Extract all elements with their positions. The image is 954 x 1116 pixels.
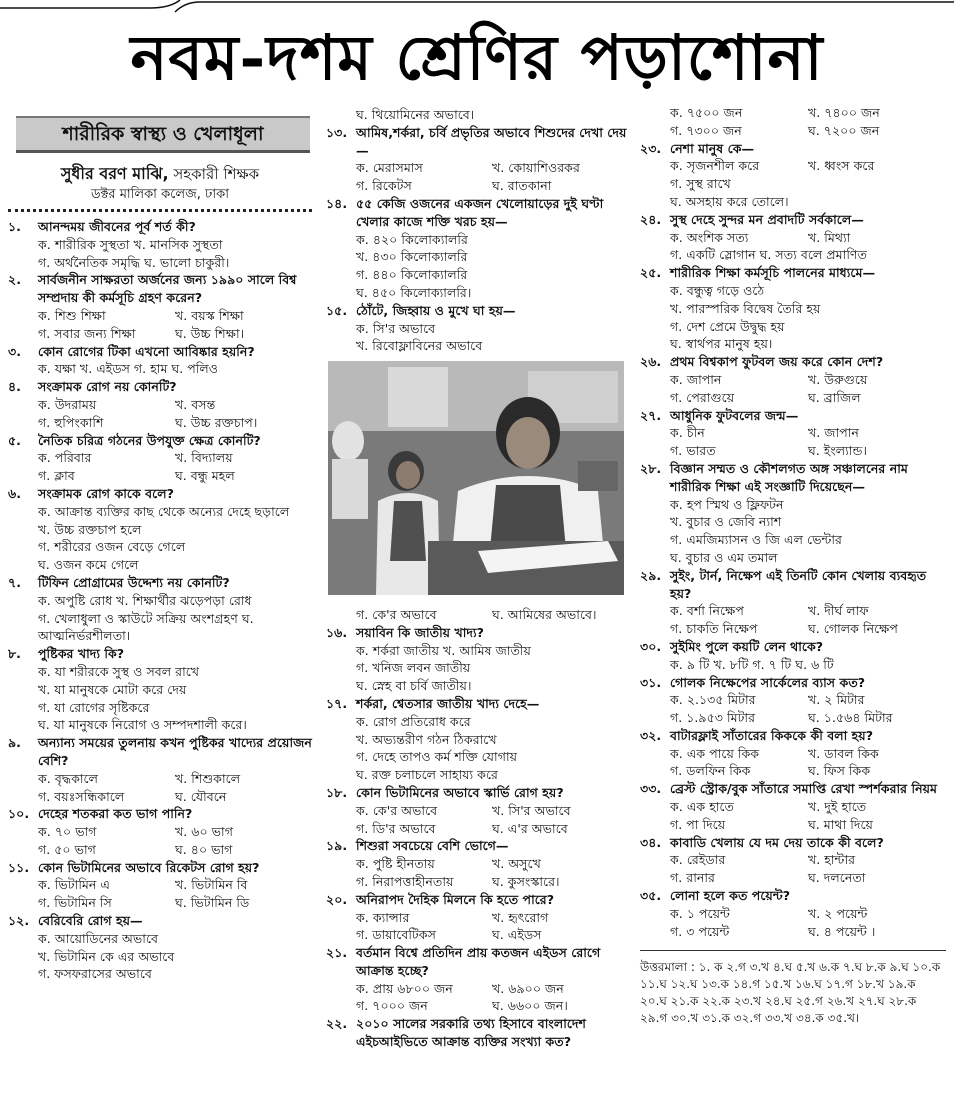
option: ক. রেইডার [670, 852, 726, 868]
option: ক. ৪২০ কিলোক্যালরি [356, 231, 468, 247]
question-11 [8, 859, 312, 912]
question-text: বর্তমান বিশ্বে প্রতিদিন প্রায় কতজন এইডস রোগে আক্রান্ত হচ্ছে? [356, 945, 601, 978]
question-17 [326, 695, 628, 784]
question-29 [640, 567, 946, 638]
option: খ. ৬০ ভাগ [175, 824, 233, 840]
option: ঘ. ৪ পয়েন্ট । [808, 923, 876, 939]
option: ঘ. ৬৬০০ জন। [492, 998, 568, 1014]
option: ঘ. যৌবনে [175, 788, 227, 804]
question-number: ১৫. [326, 302, 348, 318]
option: গ. ভারত [670, 443, 716, 459]
option: গ. ফসফরাসের অভাবে [38, 966, 152, 982]
option: ক. আক্রান্ত ব্যক্তির কাছ থেকে অন্যের দেহে ছড়ালে [38, 503, 290, 519]
option: খ. অভ্যন্তরীণ গঠন ঠিকরাখে [356, 731, 497, 747]
author-college: ডক্টর মালিকা কলেজ, ঢাকা [91, 187, 229, 202]
option: ঘ. মাথা দিয়ে [808, 816, 873, 832]
option: ঘ. ৪০ ভাগ [175, 841, 233, 857]
author-role: সহকারী শিক্ষক [173, 165, 260, 183]
option: গ. ৭০০০ জন [356, 998, 428, 1014]
question-4 [8, 378, 312, 431]
question-number: ৯. [8, 735, 21, 751]
question-number: ৩২. [640, 727, 662, 743]
question-text: ব্রেস্ট স্ট্রোক/বুক সাঁতারে সমাপ্তি রেখা স্পর্শকরার নিয়ম [670, 781, 938, 797]
question-text: লোনা হলে কত পয়েন্ট? [670, 888, 791, 904]
option: ঘ. বুচার ও এম তমাল [670, 549, 778, 565]
option: ক. পুষ্টি হীনতায় [356, 856, 435, 872]
question-number: ১৮. [326, 784, 348, 800]
option: ঘ. স্নেহ বা চর্বি জাতীয়। [356, 678, 472, 694]
option: গ. ডলফিন কিক [670, 763, 751, 779]
question-text: কোন ভিটামিনের অভাবে স্কার্ভি রোগ হয়? [356, 784, 564, 800]
option: ঘ. ফিস কিক [808, 763, 871, 779]
option: খ. ৬৯০০ জন [492, 980, 564, 996]
question-text: সুস্থ দেহে সুন্দর মন প্রবাদটি সর্বকালে— [670, 211, 864, 227]
option: খ. মিথ্যা [808, 229, 851, 245]
option: গ. খনিজ লবন জাতীয় [356, 660, 471, 676]
option: গ. ক্লাব [38, 468, 75, 484]
question-text: কোন ভিটামিনের অভাবে রিকেটস রোগ হয়? [38, 859, 260, 875]
option: খ. বুচার ও জেবি ন্যাশ [670, 514, 782, 530]
question-text: শারীরিক শিক্ষা কর্মসূচি পালনের মাধ্যমে— [670, 265, 876, 281]
question-8 [8, 645, 312, 734]
option: গ. রিকেটস [356, 178, 412, 194]
option: খ. হৃৎরোগ [492, 909, 549, 925]
option: গ. শরীরের ওজন বেড়ে গেলে [38, 539, 186, 555]
question-35 [640, 887, 946, 940]
option: খ. উচ্চ রক্তচাপ হলে [38, 521, 142, 537]
question-text: ২০১০ সালের সরকারি তথ্য হিসাবে বাংলাদেশ এইচআইভিতে আক্রান্ত ব্যক্তির সংখ্যা কত? [356, 1016, 587, 1050]
option: খ. রিবোফ্লাবিনের অভাবে [356, 338, 483, 354]
question-text: অন্যান্য সময়ের তুলনায় কখন পুষ্টিকর খাদ্যের প্রয়োজন বেশি? [38, 735, 312, 768]
option: ঘ. কুসংস্কারে। [492, 873, 560, 889]
question-number: ৩৫. [640, 888, 662, 904]
question-number: ৫. [8, 432, 21, 448]
option: ক. উদরাময় [38, 396, 97, 412]
question-text: টিফিন প্রোগ্রামের উদ্দেশ্য নয় কোনটি? [38, 574, 230, 590]
question-30 [640, 638, 946, 674]
question-text: পুষ্টিকর খাদ্য কি? [38, 646, 125, 662]
option: ঘ. এ'র অভাবে [492, 820, 568, 836]
question-number: ১. [8, 219, 21, 234]
question-number: ১১. [8, 859, 30, 875]
option: ক. যক্ষা খ. এইডস গ. হাম ঘ. পলিও [38, 361, 219, 377]
question-number: ১০. [8, 806, 30, 822]
question-25 [640, 264, 946, 353]
page-headline: নবম-দশম শ্রেণির পড়াশোনা [130, 21, 824, 94]
option: ক. ৯ টি খ. ৮টি গ. ৭ টি ঘ. ৬ টি [670, 656, 834, 672]
question-number: ৮. [8, 646, 21, 662]
option: ঘ. যা মানুষকে নিরোগ ও সম্পদশালী করে। [38, 717, 247, 733]
question-text: সার্বজনীন সাক্ষরতা অর্জনের জন্য ১৯৯০ সালে বিশ্ব সম্প্রদায় কী কর্মসূচি গ্রহণ করেন? [38, 272, 297, 306]
question-2 [8, 271, 312, 342]
question-number: ২৬. [640, 354, 662, 370]
option: গ. রানার [670, 870, 715, 886]
question-27 [640, 407, 946, 460]
question-number: ২৪. [640, 211, 662, 227]
question-number: ২. [8, 272, 21, 288]
question-text: নৈতিক চরিত্র গঠনের উপযুক্ত ক্ষেত্র কোনটি? [38, 432, 261, 448]
option: খ. শিশুকালে [175, 770, 241, 786]
option: ক. রোগ প্রতিরোধ করে [356, 713, 471, 729]
question-number: ২১. [326, 945, 348, 961]
section-title: শারীরিক স্বাস্থ্য ও খেলাধূলা [16, 116, 310, 153]
question-1 [8, 218, 312, 271]
question-text: ঠোঁটে, জিহ্বায় ও মুখে ঘা হয়— [356, 302, 516, 318]
option: খ. বসন্ত [175, 396, 216, 412]
option: গ. ডায়াবেটিকস [356, 927, 436, 943]
question-text: বিজ্ঞান সম্মত ও কৌশলগত অঙ্গ সঞ্চালনের নাম শারীরিক শিক্ষা এই সংজ্ঞাটি দিয়েছেন— [670, 460, 908, 494]
option: ঘ. এইডস [492, 927, 542, 943]
question-28 [640, 460, 946, 567]
option: ঘ. ৪৫০ কিলোক্যালরি। [356, 284, 472, 300]
column-1 [8, 108, 312, 983]
option: ঘ. গোলক নিক্ষেপ [808, 621, 898, 637]
option: খ. পারস্পরিক বিদ্বেষ তৈরি হয় [670, 300, 821, 316]
option: খ. ৭৪০০ জন [808, 105, 880, 120]
column-2 [326, 106, 628, 1051]
option: ক. অংশিক সত্য [670, 229, 749, 245]
question-number: ২৫. [640, 265, 662, 281]
question-text: অনিরাপদ দৈহিক মিলনে কি হতে পারে? [356, 891, 555, 907]
option: খ. বয়স্ক শিক্ষা [175, 307, 244, 323]
question-text: শর্করা, শ্বেতসার জাতীয় খাদ্য দেহে— [356, 695, 540, 711]
question-number: ৩৪. [640, 834, 662, 850]
option: ঘ. রাতকানা [492, 178, 552, 194]
question-text: শিশুরা সবচেয়ে বেশি ভোগে— [356, 838, 509, 854]
question-number: ১২. [8, 913, 30, 929]
option: খ. দীর্ঘ লাফ [808, 603, 869, 619]
option: ঘ. বন্ধু মহল [175, 468, 235, 484]
option: ক. জাপান [670, 371, 722, 387]
question-text: সুইমিং পুলে কয়টি লেন থাকে? [670, 638, 824, 654]
option: ক. ১ পয়েন্ট [670, 905, 730, 921]
option: খ. সি'র অভাবে [492, 802, 571, 818]
option: গ. ডি'র অভাবে [356, 820, 436, 836]
question-number: ৩০. [640, 638, 662, 654]
option: গ. ৫০ ভাগ [38, 841, 96, 857]
option: গ. বয়ঃসন্ধিকালে [38, 788, 125, 804]
option: ক. সি'র অভাবে [356, 320, 436, 336]
option: ক. বন্ধুত্ব গড়ে ওঠে [670, 282, 765, 298]
question-text: নেশা মানুষ কে— [670, 140, 755, 156]
question-text: সয়াবিন কি জাতীয় খাদ্য? [356, 624, 484, 640]
option: ক. এক হাতে [670, 799, 734, 815]
question-10 [8, 805, 312, 858]
question-14 [326, 195, 628, 302]
option: খ. ডাবল কিক [808, 745, 879, 761]
question-number: ৭. [8, 574, 21, 590]
option: খ. ৪৩০ কিলোক্যালরি [356, 249, 468, 265]
question-20 [326, 891, 628, 944]
question-number: ৬. [8, 485, 21, 501]
question-text: প্রথম বিশ্বকাপ ফুটবল জয় করে কোন দেশ? [670, 354, 884, 370]
question-text: দেহের শতকরা কত ভাগ পানি? [38, 806, 193, 822]
option: গ. সুস্থ রাখে [670, 176, 731, 192]
question-32 [640, 727, 946, 780]
option: গ. ৩ পয়েন্ট [670, 923, 730, 939]
question-16 [326, 624, 628, 695]
option: ক. যা শরীরকে সুস্থ ও সবল রাখে [38, 663, 200, 679]
question-26 [640, 353, 946, 406]
option: খ. বিদ্যালয় [175, 450, 233, 466]
question-3 [8, 343, 312, 379]
option: ক. শারীরিক সুস্থতা খ. মানসিক সুস্থতা [38, 236, 223, 252]
question-21 [326, 944, 628, 1015]
option: গ. ১.৯৫৩ মিটার [670, 710, 756, 726]
question-text: সুইং, টার্ন, নিক্ষেপ এই তিনটি কোন খেলায় ব্যবহৃত হয়? [670, 567, 927, 601]
option: ক. মেরাসমাস [356, 160, 423, 176]
option: গ. দেশ প্রেমে উদ্বুদ্ধ হয় [670, 318, 785, 334]
option: ক. চীন [670, 425, 705, 441]
option: খ. অসুখে [492, 856, 541, 872]
question-number: ৩৩. [640, 781, 662, 797]
question-18 [326, 784, 628, 837]
students-exam-photo [328, 361, 624, 595]
option: গ. পা দিয়ে [670, 816, 726, 832]
option: ক. বর্শা নিক্ষেপ [670, 603, 744, 619]
dotted-divider [8, 209, 312, 212]
option: ক. কে'র অভাবে [356, 802, 438, 818]
option: গ. দেহে তাপও কর্ম শক্তি যোগায় [356, 749, 518, 765]
question-text: সংক্রামক রোগ নয় কোনটি? [38, 379, 177, 395]
option: গ. ভিটামিন সি [38, 895, 112, 911]
question-text: আনন্দময় জীবনের পূর্ব শর্ত কী? [38, 219, 196, 234]
option: ক. ৭৫০০ জন [670, 105, 743, 120]
option: খ. হান্টার [808, 852, 856, 868]
option: খ. কোয়াশিওরকর [492, 160, 580, 176]
question-9 [8, 734, 312, 805]
option: ঘ. ভিটামিন ডি [175, 895, 250, 911]
question-text: সংক্রামক রোগ কাকে বলে? [38, 485, 174, 501]
question-number: ২৯. [640, 567, 662, 583]
option: খ. যা মানুষকে মোটা করে দেয় [38, 681, 187, 697]
question-6 [8, 485, 312, 574]
question-text: কাবাডি খেলায় যে দম দেয় তাকে কী বলে? [670, 834, 884, 850]
question-number: ১৬. [326, 624, 348, 640]
option: গ. কে'র অভাবে [356, 606, 437, 622]
option: খ. ধ্বংস করে [808, 158, 875, 174]
question-number: ১৯. [326, 838, 348, 854]
option: গ. চাকতি নিক্ষেপ [670, 621, 758, 637]
option: গ. হুপিংকাশি [38, 414, 104, 430]
option: ক. পরিবার [38, 450, 92, 466]
option: ঘ. উচ্চ রক্তচাপ। [175, 414, 258, 430]
option: খ. ২ পয়েন্ট [808, 905, 868, 921]
option: ঘ. ১.৫৬৪ মিটার [808, 710, 893, 726]
option: গ. ৭৩০০ জন [670, 122, 742, 138]
question-19 [326, 837, 628, 890]
question-number: ১৩. [326, 124, 348, 140]
question-15 [326, 302, 628, 355]
option: গ. পেরাগুয়ে [670, 389, 735, 405]
question-number: ২৮. [640, 460, 662, 476]
option: ঘ. ৭২০০ জন [808, 122, 880, 138]
question-number: ২২. [326, 1016, 348, 1032]
option: গ. একটি স্লোগান ঘ. সত্য বলে প্রমাণিত [670, 247, 867, 263]
option: ঘ. উচ্চ শিক্ষা। [175, 325, 245, 341]
question-text: কোন রোগের টিকা এখনো আবিষ্কার হয়নি? [38, 343, 255, 359]
question-number: ৪. [8, 379, 21, 395]
header-ornament [0, 0, 954, 14]
option: ঘ. দলনেতা [808, 870, 866, 886]
option: ক. আয়োডিনের অভাবে [38, 930, 159, 946]
question-text: আমিষ,শর্করা, চর্বি প্রভৃতির অভাবে শিশুদের দেখা দেয়— [356, 124, 627, 158]
question-5 [8, 432, 312, 485]
question-22 [326, 1015, 628, 1051]
author-name: সুধীর বরণ মাঝি, [60, 164, 169, 183]
option: খ. ভিটামিন কে এর অভাবে [38, 948, 175, 964]
option: খ. ভিটামিন বি [175, 877, 248, 893]
question-number: ২৭. [640, 407, 662, 423]
question-23 [640, 140, 946, 211]
option: ক. সৃজনশীল করে [670, 158, 760, 174]
option: ক. শিশু শিক্ষা [38, 307, 106, 323]
option: ক. হপ স্মিথ ও ফ্লিফটন [670, 496, 784, 512]
column-3 [640, 104, 946, 1027]
option: ক. অপুষ্টি রোধ খ. শিক্ষার্থীর ঝড়েপড়া রোধ [38, 592, 252, 608]
answer-key: উত্তরমালা : ১. ক ২.গ ৩.খ ৪.ঘ ৫.খ ৬.ক ৭.ঘ ৮.ক ৯.ঘ ১০.ক ১১.ঘ ১২.ঘ ১৩.ক ১৪.গ ১৫.খ ১৬.ঘ ১৭.গ ১৮.খ ১৯.ক ২০.ঘ ২১.ক ২২.ক ২৩.খ ২৪.ঘ ২৫.গ ২৬.খ ২৭.ঘ ২৮.ক ২৯.গ ৩০.খ ৩১.ক ৩২.গ ৩৩.খ ৩৪.ক ৩৫.খ। [640, 950, 946, 1027]
option: ক. ৭০ ভাগ [38, 824, 97, 840]
option: খ. ২ মিটার [808, 692, 865, 708]
question-number: ১৭. [326, 695, 348, 711]
option: ক. বৃদ্ধকালে [38, 770, 98, 786]
option: ঘ. ওজন কমে গেলে [38, 557, 139, 573]
question-34 [640, 834, 946, 887]
option: গ. অর্থনৈতিক সমৃদ্ধি ঘ. ভালো চাকুরী। [38, 254, 230, 270]
option: ঘ. ব্রাজিল [808, 389, 861, 405]
author-line [8, 163, 312, 185]
option: গ. সবার জন্য শিক্ষা [38, 325, 136, 341]
question-number: ২৩. [640, 140, 662, 156]
option: খ. দুই হাতে [808, 799, 867, 815]
option: ঘ. স্বার্থপর মানুষ হয়। [670, 336, 773, 352]
question-text: বেরিবেরি রোগ হয়— [38, 913, 143, 929]
option: ঘ. অসহায় করে তোলে। [670, 193, 789, 209]
option: খ. উরুগুয়ে [808, 371, 868, 387]
option: ক. ক্যান্সার [356, 909, 410, 925]
question-number: ১৪. [326, 195, 348, 211]
question-text: গোলক নিক্ষেপের সার্কেলের ব্যাস কত? [670, 674, 866, 690]
question-number: ২০. [326, 891, 348, 907]
option: গ. যা রোগের সৃষ্টিকরে [38, 699, 150, 715]
option: ক. প্রায় ৬৮০০ জন [356, 980, 453, 996]
question-33 [640, 780, 946, 833]
question-text: ৫৫ কেজি ওজনের একজন খেলোয়াড়ের দুই ঘণ্টা খেলার কাজে শক্তি খরচ হয়— [356, 195, 604, 229]
question-text: আধুনিক ফুটবলের জন্ম— [670, 407, 799, 423]
option: ক. ২.১৩৫ মিটার [670, 692, 756, 708]
option: ঘ. ইংল্যান্ড। [808, 443, 868, 459]
question-number: ৩. [8, 343, 21, 359]
option: গ. এমজিম্যাসন ও জি এল ভেন্টার [670, 532, 842, 548]
option: গ. খেলাধুলা ও স্কাউটে সক্রিয় অংশগ্রহণ ঘ. আত্মনির্ভরশীলতা। [38, 610, 254, 644]
option: ক. এক পায়ে কিক [670, 745, 760, 761]
option: গ. ৪৪০ কিলোক্যালরি [356, 267, 468, 283]
question-text: বাটারফ্লাই সাঁতারের কিককে কী বলা হয়? [670, 727, 874, 743]
question-13 [326, 124, 628, 195]
option: ক. শর্করা জাতীয় খ. আমিষ জাতীয় [356, 642, 531, 658]
option: ক. ভিটামিন এ [38, 877, 111, 893]
question-24 [640, 211, 946, 264]
question-12 [8, 912, 312, 983]
option: ঘ. আমিষের অভাবে। [492, 606, 597, 622]
question-number: ৩১. [640, 674, 662, 690]
option: খ. জাপান [808, 425, 859, 441]
question-7 [8, 574, 312, 645]
option: গ. নিরাপত্তাহীনতায় [356, 873, 454, 889]
option: ঘ. রক্ত চলাচলে সাহায্য করে [356, 767, 498, 783]
option: ঘ. থিয়োমিনের অভাবে। [356, 107, 475, 122]
question-31 [640, 674, 946, 727]
